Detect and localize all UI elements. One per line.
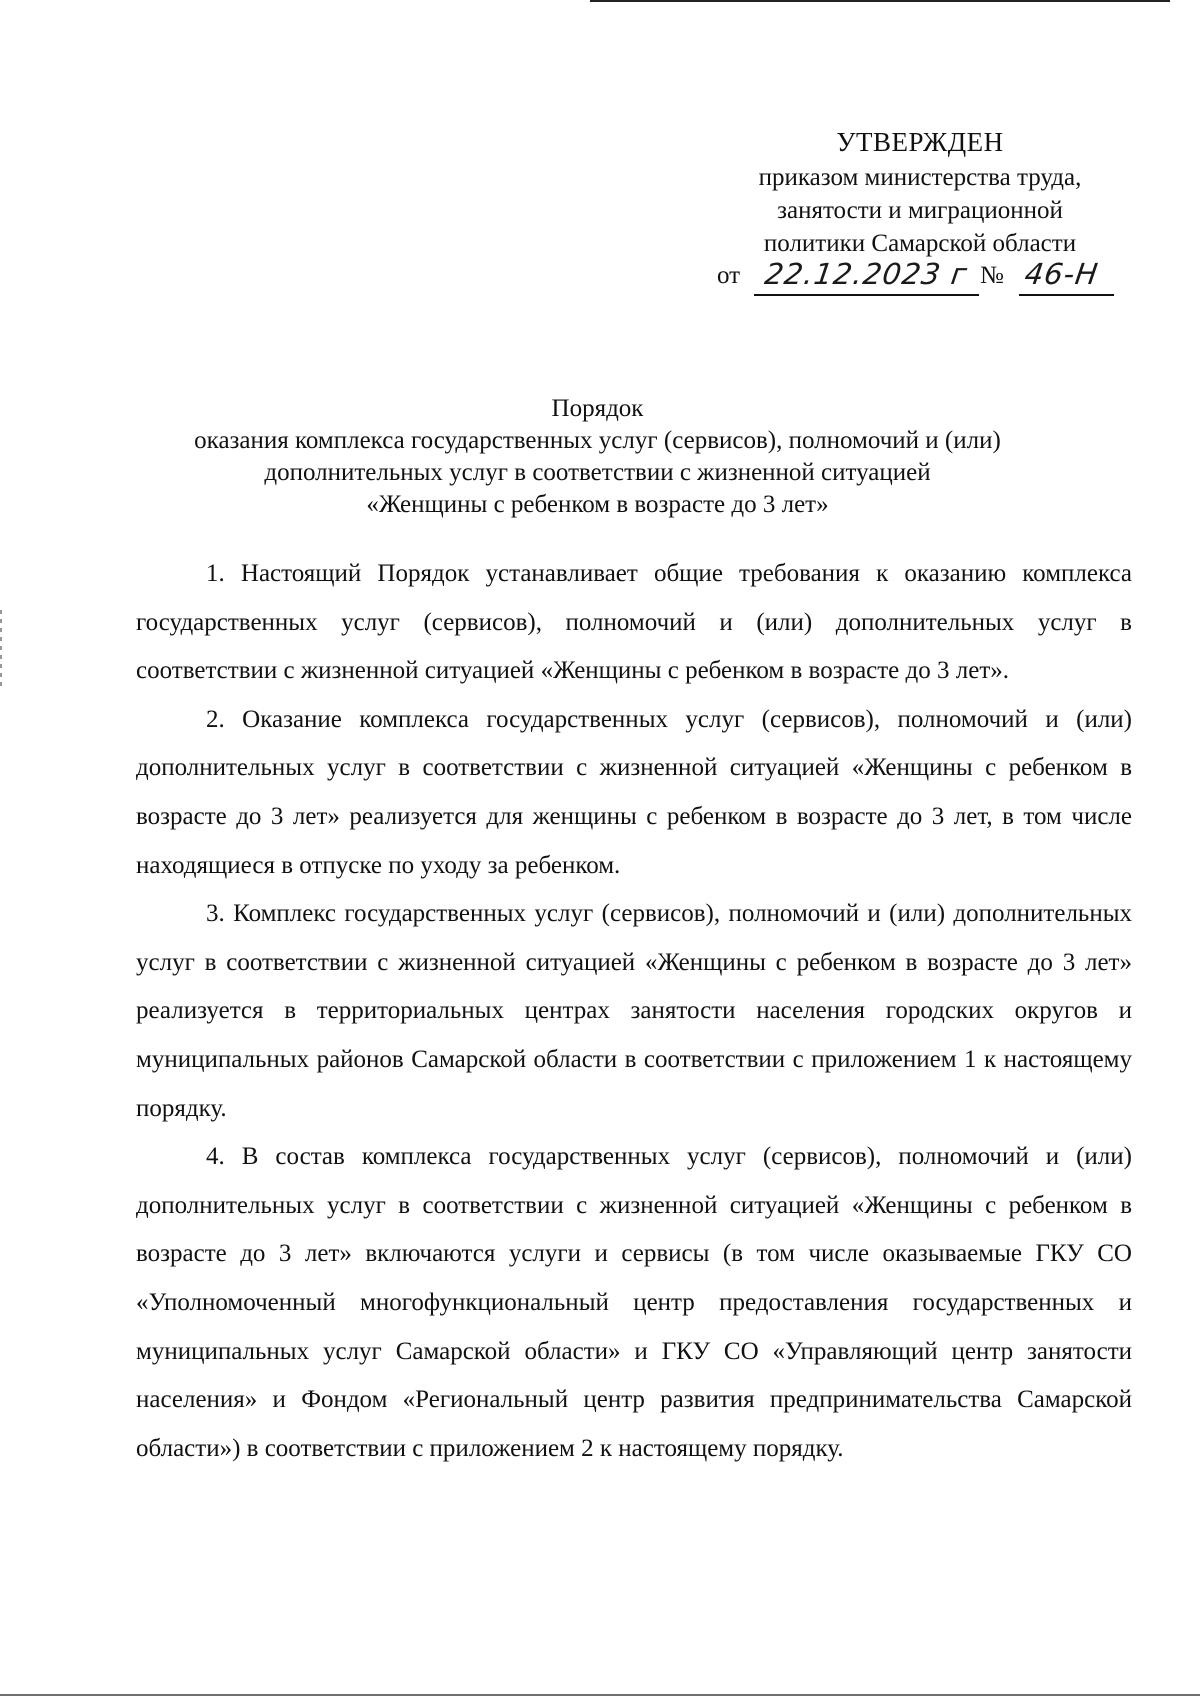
document-body bbox=[136, 550, 1132, 1473]
handwritten-order-number: 46-Н bbox=[1022, 257, 1101, 291]
title-line: «Женщины с ребенком в возрасте до 3 лет» bbox=[366, 491, 829, 518]
date-underline bbox=[754, 294, 979, 296]
paragraph-3: 3. Комплекс государственных услуг (сервисов), полномочий и (или) дополнительных услуг в соответствии с жизненной ситуацией «Женщины с ребенком в возрасте до 3 лет» реализуется в территориальных центрах занятости населения городских округов и муниципальных районов Самарской области в соответствии с приложением 1 к настоящему порядку. bbox=[136, 900, 1132, 1122]
paragraph-4: 4. В состав комплекса государственных услуг (сервисов), полномочий и (или) дополнительных услуг в соответствии с жизненной ситуацией «Женщины с ребенком в возрасте до 3 лет» включаются услуги и сервисы (в том числе оказываемые ГКУ СО «Уполномоченный многофункциональный центр предоставления государственных и муниципальных услуг Самарской области» и ГКУ СО «Управляющий центр занятости населения» и Фондом «Региональный центр развития предпринимательства Самарской области») в соответствии с приложением 2 к настоящему порядку. bbox=[136, 1143, 1132, 1462]
handwritten-date: 22.12.2023 г bbox=[762, 257, 970, 291]
scan-bottom-edge-line bbox=[0, 1694, 1200, 1696]
scan-top-edge-line bbox=[590, 0, 1170, 2]
approval-heading: УТВЕРЖДЕН bbox=[836, 127, 1004, 157]
date-prefix: от bbox=[717, 262, 741, 289]
approval-line: политики Самарской области bbox=[763, 230, 1077, 257]
title-line: дополнительных услуг в соответствии с жизненной ситуацией bbox=[264, 459, 931, 486]
number-underline bbox=[1019, 294, 1114, 296]
order-date-number-line bbox=[717, 258, 1117, 298]
approval-stamp-block bbox=[690, 126, 1150, 260]
title-line: оказания комплекса государственных услуг (сервисов), полномочий и (или) bbox=[194, 427, 1001, 454]
title-line: Порядок bbox=[551, 395, 644, 422]
approval-line: приказом министерства труда, bbox=[758, 164, 1082, 191]
paragraph-1: 1. Настоящий Порядок устанавливает общие требования к оказанию комплекса государственных услуг (сервисов), полномочий и (или) дополнительных услуг в соответствии с жизненной ситуацией «Женщины с ребенком в возрасте до 3 лет». bbox=[136, 560, 1132, 685]
number-sign: № bbox=[980, 262, 1004, 289]
document-title bbox=[150, 393, 1045, 521]
scan-left-edge-marks bbox=[0, 610, 2, 690]
approval-line: занятости и миграционной bbox=[777, 197, 1063, 224]
paragraph-2: 2. Оказание комплекса государственных услуг (сервисов), полномочий и (или) дополнительных услуг в соответствии с жизненной ситуацией «Женщины с ребенком в возрасте до 3 лет» реализуется для женщины с ребенком в возрасте до 3 лет, в том числе находящиеся в отпуске по уходу за ребенком. bbox=[136, 705, 1132, 879]
